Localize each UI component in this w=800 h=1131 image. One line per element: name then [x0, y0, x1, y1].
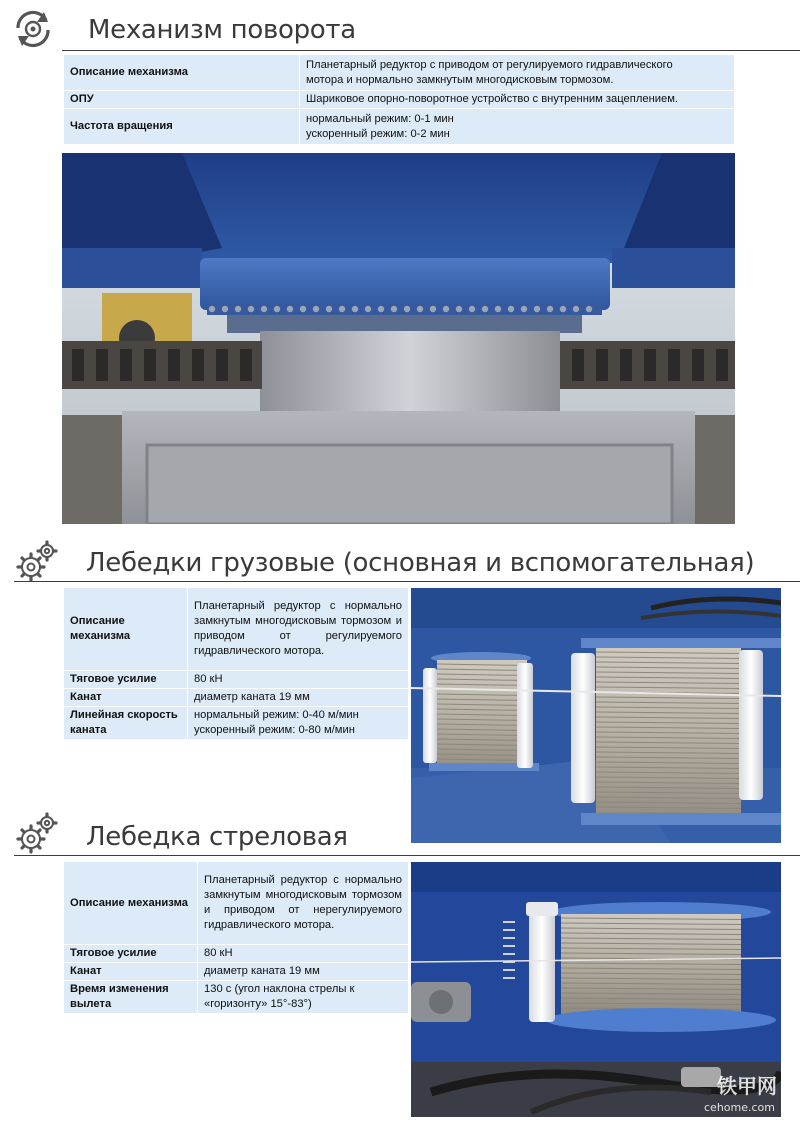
bolt [326, 306, 332, 312]
spec-table-hoist-winches [63, 587, 409, 740]
watermark-url: cehome.com [704, 1101, 775, 1114]
section-divider [14, 581, 800, 582]
spec-value-line: мотора и нормально замкнутым многодисковым тормозом. [306, 73, 614, 86]
spec-value-line: ускоренный режим: 0-2 мин [306, 127, 450, 140]
bolt [261, 306, 267, 312]
spec-value: Планетарный редуктор с нормально замкнутым многодисковым тормозом и приводом от регулируемого гидравлического мотора. [188, 588, 409, 671]
bolt [547, 306, 553, 312]
spec-key: Описание механизма [64, 862, 198, 945]
bolt [235, 306, 241, 312]
table-row [64, 91, 735, 109]
spec-value: 80 кН [188, 671, 409, 689]
spec-value: диаметр каната 19 мм [198, 963, 409, 981]
bolt [404, 306, 410, 312]
bolt [534, 306, 540, 312]
table-row [64, 963, 409, 981]
hoist-winches-photo [411, 588, 781, 843]
bolt [573, 306, 579, 312]
table-row [64, 109, 735, 145]
bolt [209, 306, 215, 312]
table-row [64, 689, 409, 707]
bolt [352, 306, 358, 312]
spec-value-line: «горизонту» 15°-83°) [204, 998, 312, 1010]
spec-value: диаметр каната 19 мм [188, 689, 409, 707]
spec-value: 80 кН [198, 945, 409, 963]
spec-value-line: нормальный режим: 0-40 м/мин [194, 709, 359, 721]
spec-key: Канат [64, 963, 198, 981]
spec-value: Планетарный редуктор с нормально замкнутым многодисковым тормозом и приводом от нерегулируемого гидравлического мотора. [198, 862, 409, 945]
spec-key: Частота вращения [64, 109, 300, 145]
spec-key: Канат [64, 689, 188, 707]
bolt [313, 306, 319, 312]
spec-value-line: нормальный режим: 0-1 мин [306, 112, 454, 125]
spec-value [300, 55, 735, 91]
spec-value-line: ускоренный режим: 0-80 м/мин [194, 724, 355, 736]
table-row [64, 707, 409, 740]
spec-value [198, 981, 409, 1014]
bolt [560, 306, 566, 312]
table-row [64, 671, 409, 689]
bolt [222, 306, 228, 312]
spec-value-line: 130 с (угол наклона стрелы к [204, 983, 355, 995]
bolt [378, 306, 384, 312]
bolt [274, 306, 280, 312]
bolt [300, 306, 306, 312]
bolt [495, 306, 501, 312]
watermark-logo: 铁甲网 [717, 1074, 777, 1098]
bolt [365, 306, 371, 312]
spec-key: Тяговое усилие [64, 671, 188, 689]
spec-value: Шариковое опорно-поворотное устройство с внутренним зацеплением. [300, 91, 735, 109]
spec-value [188, 707, 409, 740]
bolt [391, 306, 397, 312]
section-divider [14, 855, 800, 856]
section-divider [62, 50, 800, 51]
spec-key: Время изменения вылета [64, 981, 198, 1014]
table-row [64, 945, 409, 963]
section-title-rotation: Механизм поворота [88, 15, 356, 45]
spec-key: Описание механизма [64, 588, 188, 671]
table-row [64, 588, 409, 671]
spec-value [300, 109, 735, 145]
table-row [64, 981, 409, 1014]
spec-key: ОПУ [64, 91, 300, 109]
table-row [64, 862, 409, 945]
spec-key: Линейная скорость каната [64, 707, 188, 740]
bolt [430, 306, 436, 312]
slewing-mechanism-photo [62, 153, 735, 524]
spec-table-boom-winch [63, 861, 409, 1014]
rotation-arrows-icon [10, 6, 56, 52]
bolt [248, 306, 254, 312]
bolt [586, 306, 592, 312]
gears-icon [14, 810, 60, 856]
section-title-hoist-winches: Лебедки грузовые (основная и вспомогательная) [86, 548, 755, 578]
bolt [443, 306, 449, 312]
bolt [287, 306, 293, 312]
spec-table-rotation [63, 54, 735, 145]
bolt [456, 306, 462, 312]
boom-winch-photo [411, 862, 781, 1117]
bolt [469, 306, 475, 312]
table-row [64, 55, 735, 91]
bolt [339, 306, 345, 312]
bolt [508, 306, 514, 312]
bolt [482, 306, 488, 312]
bolt [521, 306, 527, 312]
bolt [417, 306, 423, 312]
spec-value-line: Планетарный редуктор с приводом от регулируемого гидравлического [306, 58, 673, 71]
section-title-boom-winch: Лебедка стреловая [86, 822, 348, 852]
spec-key: Описание механизма [64, 55, 300, 91]
gears-icon [14, 538, 60, 584]
spec-key: Тяговое усилие [64, 945, 198, 963]
